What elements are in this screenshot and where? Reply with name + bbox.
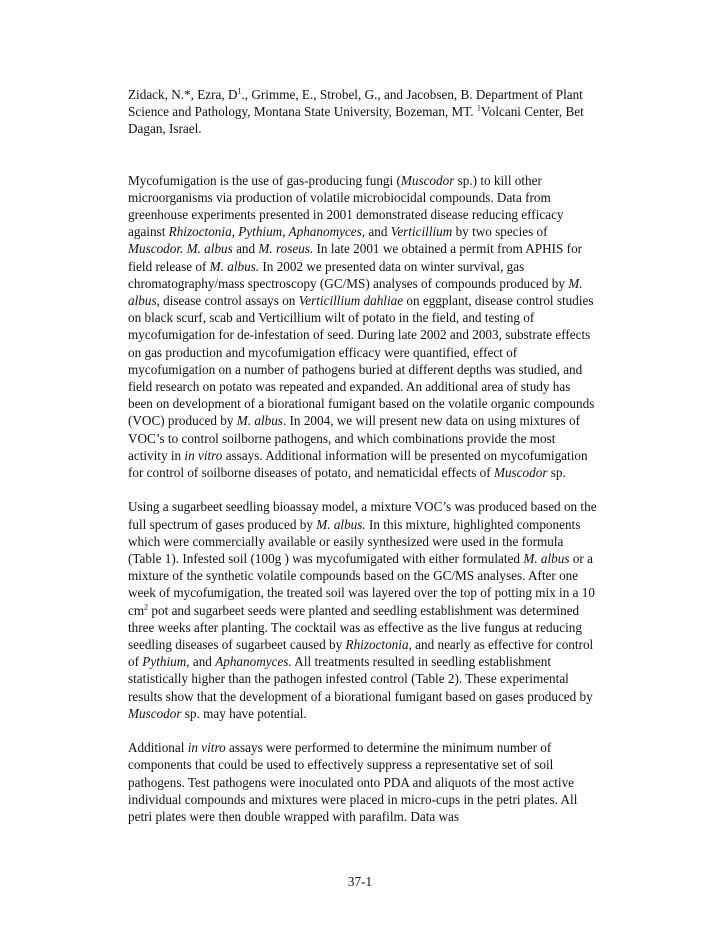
paragraph-3: Additional in vitro assays were performed to determine the minimum number of components that could be used to effectively suppress a representative set of soil pathogens. Test pathogens were inoculated onto PDA and aliquots of the most active individual compounds and mixtures were placed in micro-cups in the petri plates. All petri plates were then double wrapped with parafilm. Data was: [128, 740, 578, 825]
paragraph-2: Using a sugarbeet seedling bioassay model, a mixture VOC’s was produced based on the full spectrum of gases produced by M. albus. In this mixture, highlighted components which were commercially available or easily synthesized were used in the formula (Table 1). Infested soil (100g ) was mycofumigated with either formulated M. albus or a mixture of the synthetic volatile compounds based on the GC/MS analyses. After one week of mycofumigation, the treated soil was layered over the top of potting mix in a 10 $cm^2$ pot and sugarbeet seeds were planted and seedling establishment was determined three weeks after planting. The cocktail was as effective as the live fungus at reducing seedling diseases of sugarbeet caused by Rhizoctonia, and nearly as effective for control of Pythium, and Aphanomyces. All treatments resulted in seedling establishment statistically higher than the pathogen infested control (Table 2). These experimental results show that the development of a biorational fumigant based on gases produced by Muscodor sp. may have potential.: [128, 499, 597, 721]
document-body: [128, 86, 598, 825]
author-affiliation: Zidack, N.*, Ezra, $D^1$., Grimme, E., Strobel, G., and Jacobsen, B. Department of Plant Science and Pathology, Montana State University, Bozeman, MT. $^1$Volcani Center, Bet Dagan, Israel.: [128, 86, 584, 137]
page-number: 37-1: [347, 874, 373, 889]
paragraph-1: Mycofumigation is the use of gas-producing fungi (Muscodor sp.) to kill other microorganisms via production of volatile microbiocidal compounds. Data from greenhouse experiments presented in 2001 demonstrated disease reducing efficacy against Rhizoctonia, Pythium, Aphanomyces, and Verticillium by two species of Muscodor. M. albus and M. roseus. In late 2001 we obtained a permit from APHIS for field release of M. albus. In 2002 we presented data on winter survival, gas chromatography/mass spectroscopy (GC/MS) analyses of compounds produced by M. albus, disease control assays on Verticillium dahliae on eggplant, disease control studies on black scurf, scab and Verticillium wilt of potato in the field, and testing of mycofumigation for de-infestation of seed. During late 2002 and 2003, substrate effects on gas production and mycofumigation efficacy were quantified, effect of mycofumigation on a number of pathogens buried at different depths was studied, and field research on potato was repeated and expanded. An additional area of study has been on development of a biorational fumigant based on the volatile organic compounds (VOC) produced by M. albus. In 2004, we will present new data on using mixtures of VOC’s to control soilborne pathogens, and which combinations provide the most activity in in vitro assays. Additional information will be presented on mycofumigation for control of soilborne diseases of potato, and nematicidal effects of Muscodor sp.: [128, 172, 595, 481]
